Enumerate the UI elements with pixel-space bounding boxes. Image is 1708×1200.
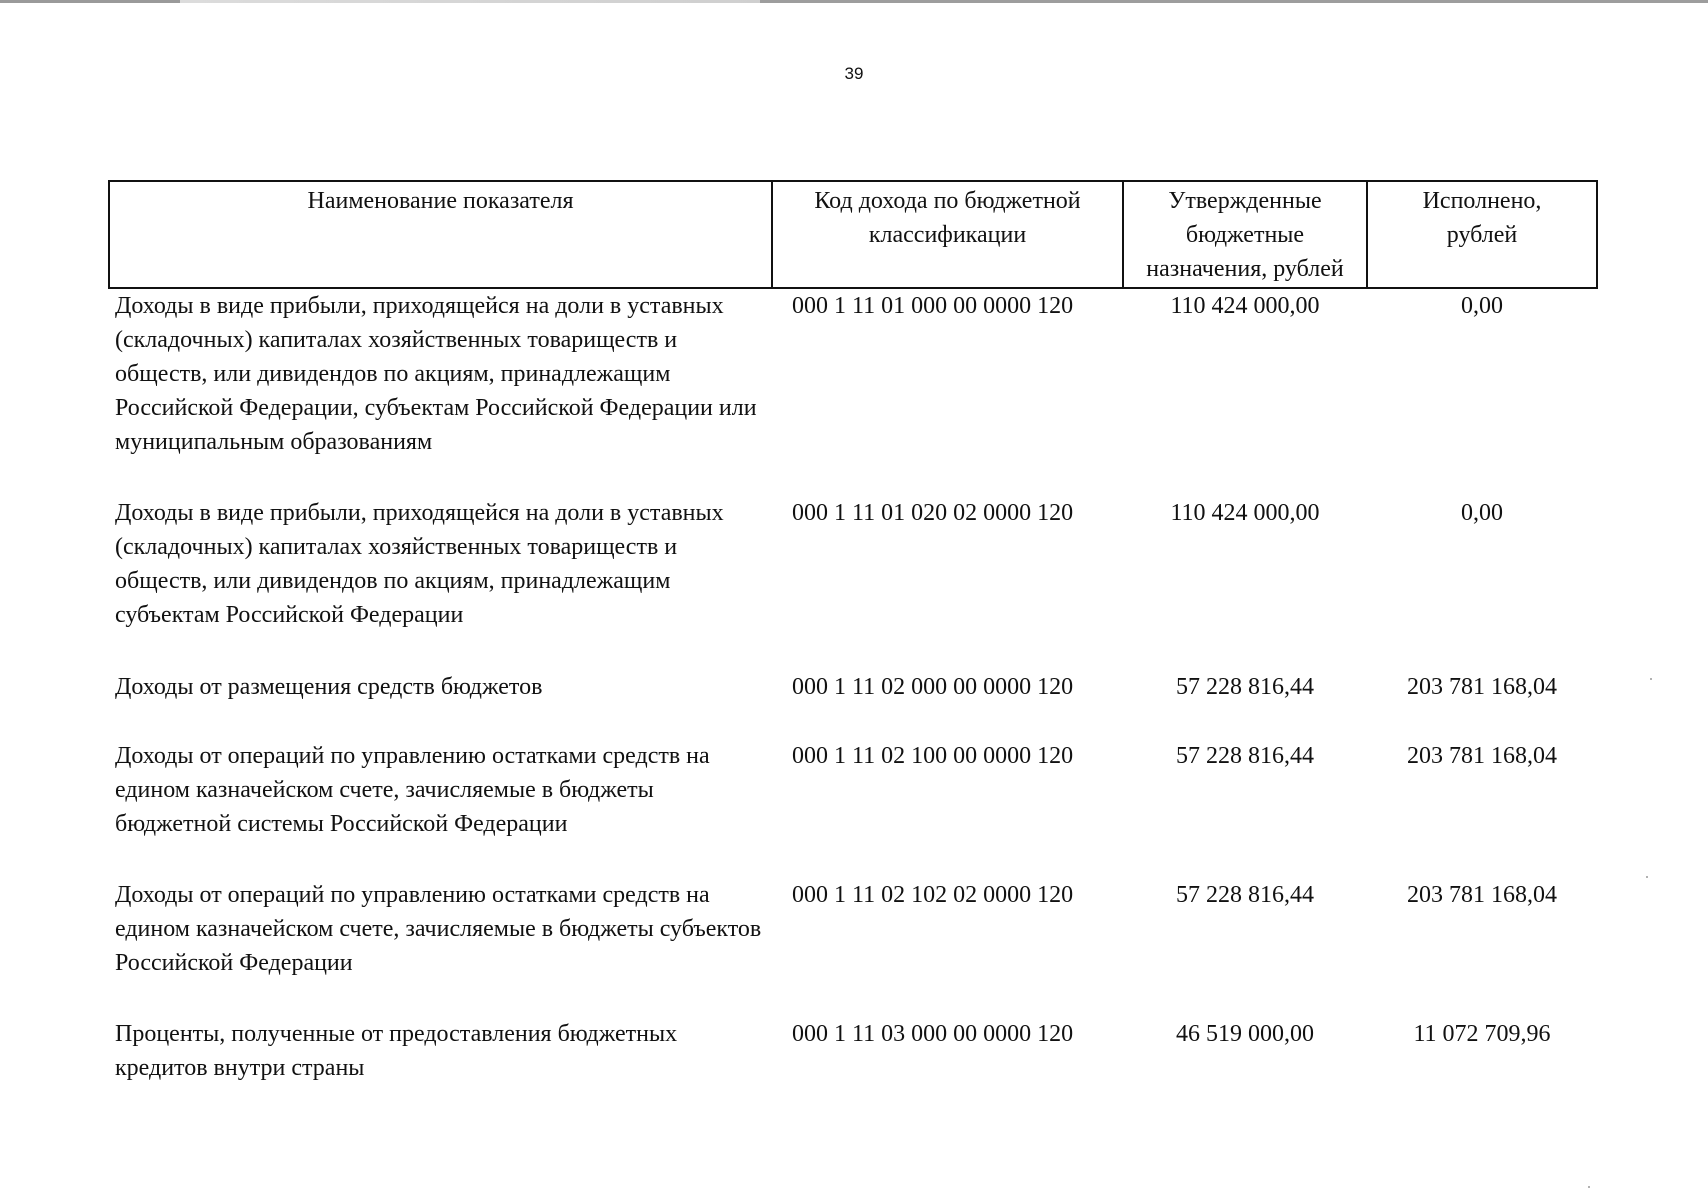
scan-speck	[1650, 678, 1652, 680]
row-name: Проценты, полученные от предоставления бюджетных кредитов внутри страны	[115, 1021, 678, 1081]
row-code: 000 1 11 02 102 02 0000 120	[792, 882, 1074, 908]
row-code: 000 1 11 02 100 00 0000 120	[792, 743, 1074, 769]
row-executed: 203 781 168,04	[1407, 882, 1557, 908]
row-executed: 203 781 168,04	[1407, 674, 1557, 700]
table-row	[109, 1017, 1597, 1087]
row-code: 000 1 11 03 000 00 0000 120	[792, 1021, 1074, 1047]
table-row	[109, 878, 1597, 1017]
header-code: Код дохода по бюджетной классификации	[772, 181, 1123, 288]
row-executed: 0,00	[1461, 293, 1503, 319]
row-code: 000 1 11 01 020 02 0000 120	[792, 500, 1074, 526]
table-row	[109, 670, 1597, 739]
scan-speck	[1588, 1186, 1590, 1188]
row-name: Доходы в виде прибыли, приходящейся на доли в уставных (складочных) капиталах хозяйственных товариществ и обществ, или дивидендов по акциям, принадлежащим субъектам Российской Федерации	[115, 500, 724, 628]
scan-edge	[0, 0, 1708, 3]
row-code: 000 1 11 01 000 00 0000 120	[792, 293, 1074, 319]
row-name: Доходы от размещения средств бюджетов	[115, 674, 543, 700]
row-approved: 110 424 000,00	[1170, 293, 1320, 319]
row-approved: 110 424 000,00	[1170, 500, 1320, 526]
table-row	[109, 496, 1597, 670]
table-row	[109, 288, 1597, 496]
row-code: 000 1 11 02 000 00 0000 120	[792, 674, 1074, 700]
header-name: Наименование показателя	[109, 181, 772, 288]
row-approved: 57 228 816,44	[1176, 743, 1314, 769]
budget-table	[108, 180, 1598, 1087]
table-body	[109, 288, 1597, 1087]
row-approved: 46 519 000,00	[1176, 1021, 1314, 1047]
scan-speck	[1646, 876, 1648, 878]
row-name: Доходы от операций по управлению остатками средств на едином казначейском счете, зачисляемые в бюджеты бюджетной системы Российской Федерации	[115, 743, 710, 837]
header-executed: Исполнено, рублей	[1367, 181, 1597, 288]
table-row	[109, 739, 1597, 878]
row-executed: 203 781 168,04	[1407, 743, 1557, 769]
row-name: Доходы от операций по управлению остатками средств на едином казначейском счете, зачисляемые в бюджеты субъектов Российской Федерации	[115, 882, 762, 976]
row-executed: 11 072 709,96	[1413, 1021, 1551, 1047]
row-approved: 57 228 816,44	[1176, 674, 1314, 700]
row-executed: 0,00	[1461, 500, 1503, 526]
header-approved: Утвержденные бюджетные назначения, рублей	[1123, 181, 1367, 288]
row-name: Доходы в виде прибыли, приходящейся на доли в уставных (складочных) капиталах хозяйственных товариществ и обществ, или дивидендов по акциям, принадлежащим Российской Федерации, субъектам Российской Федерации или муниципальным образованиям	[115, 293, 757, 455]
page-number: 39	[844, 64, 864, 83]
table-header	[109, 181, 1597, 288]
row-approved: 57 228 816,44	[1176, 882, 1314, 908]
